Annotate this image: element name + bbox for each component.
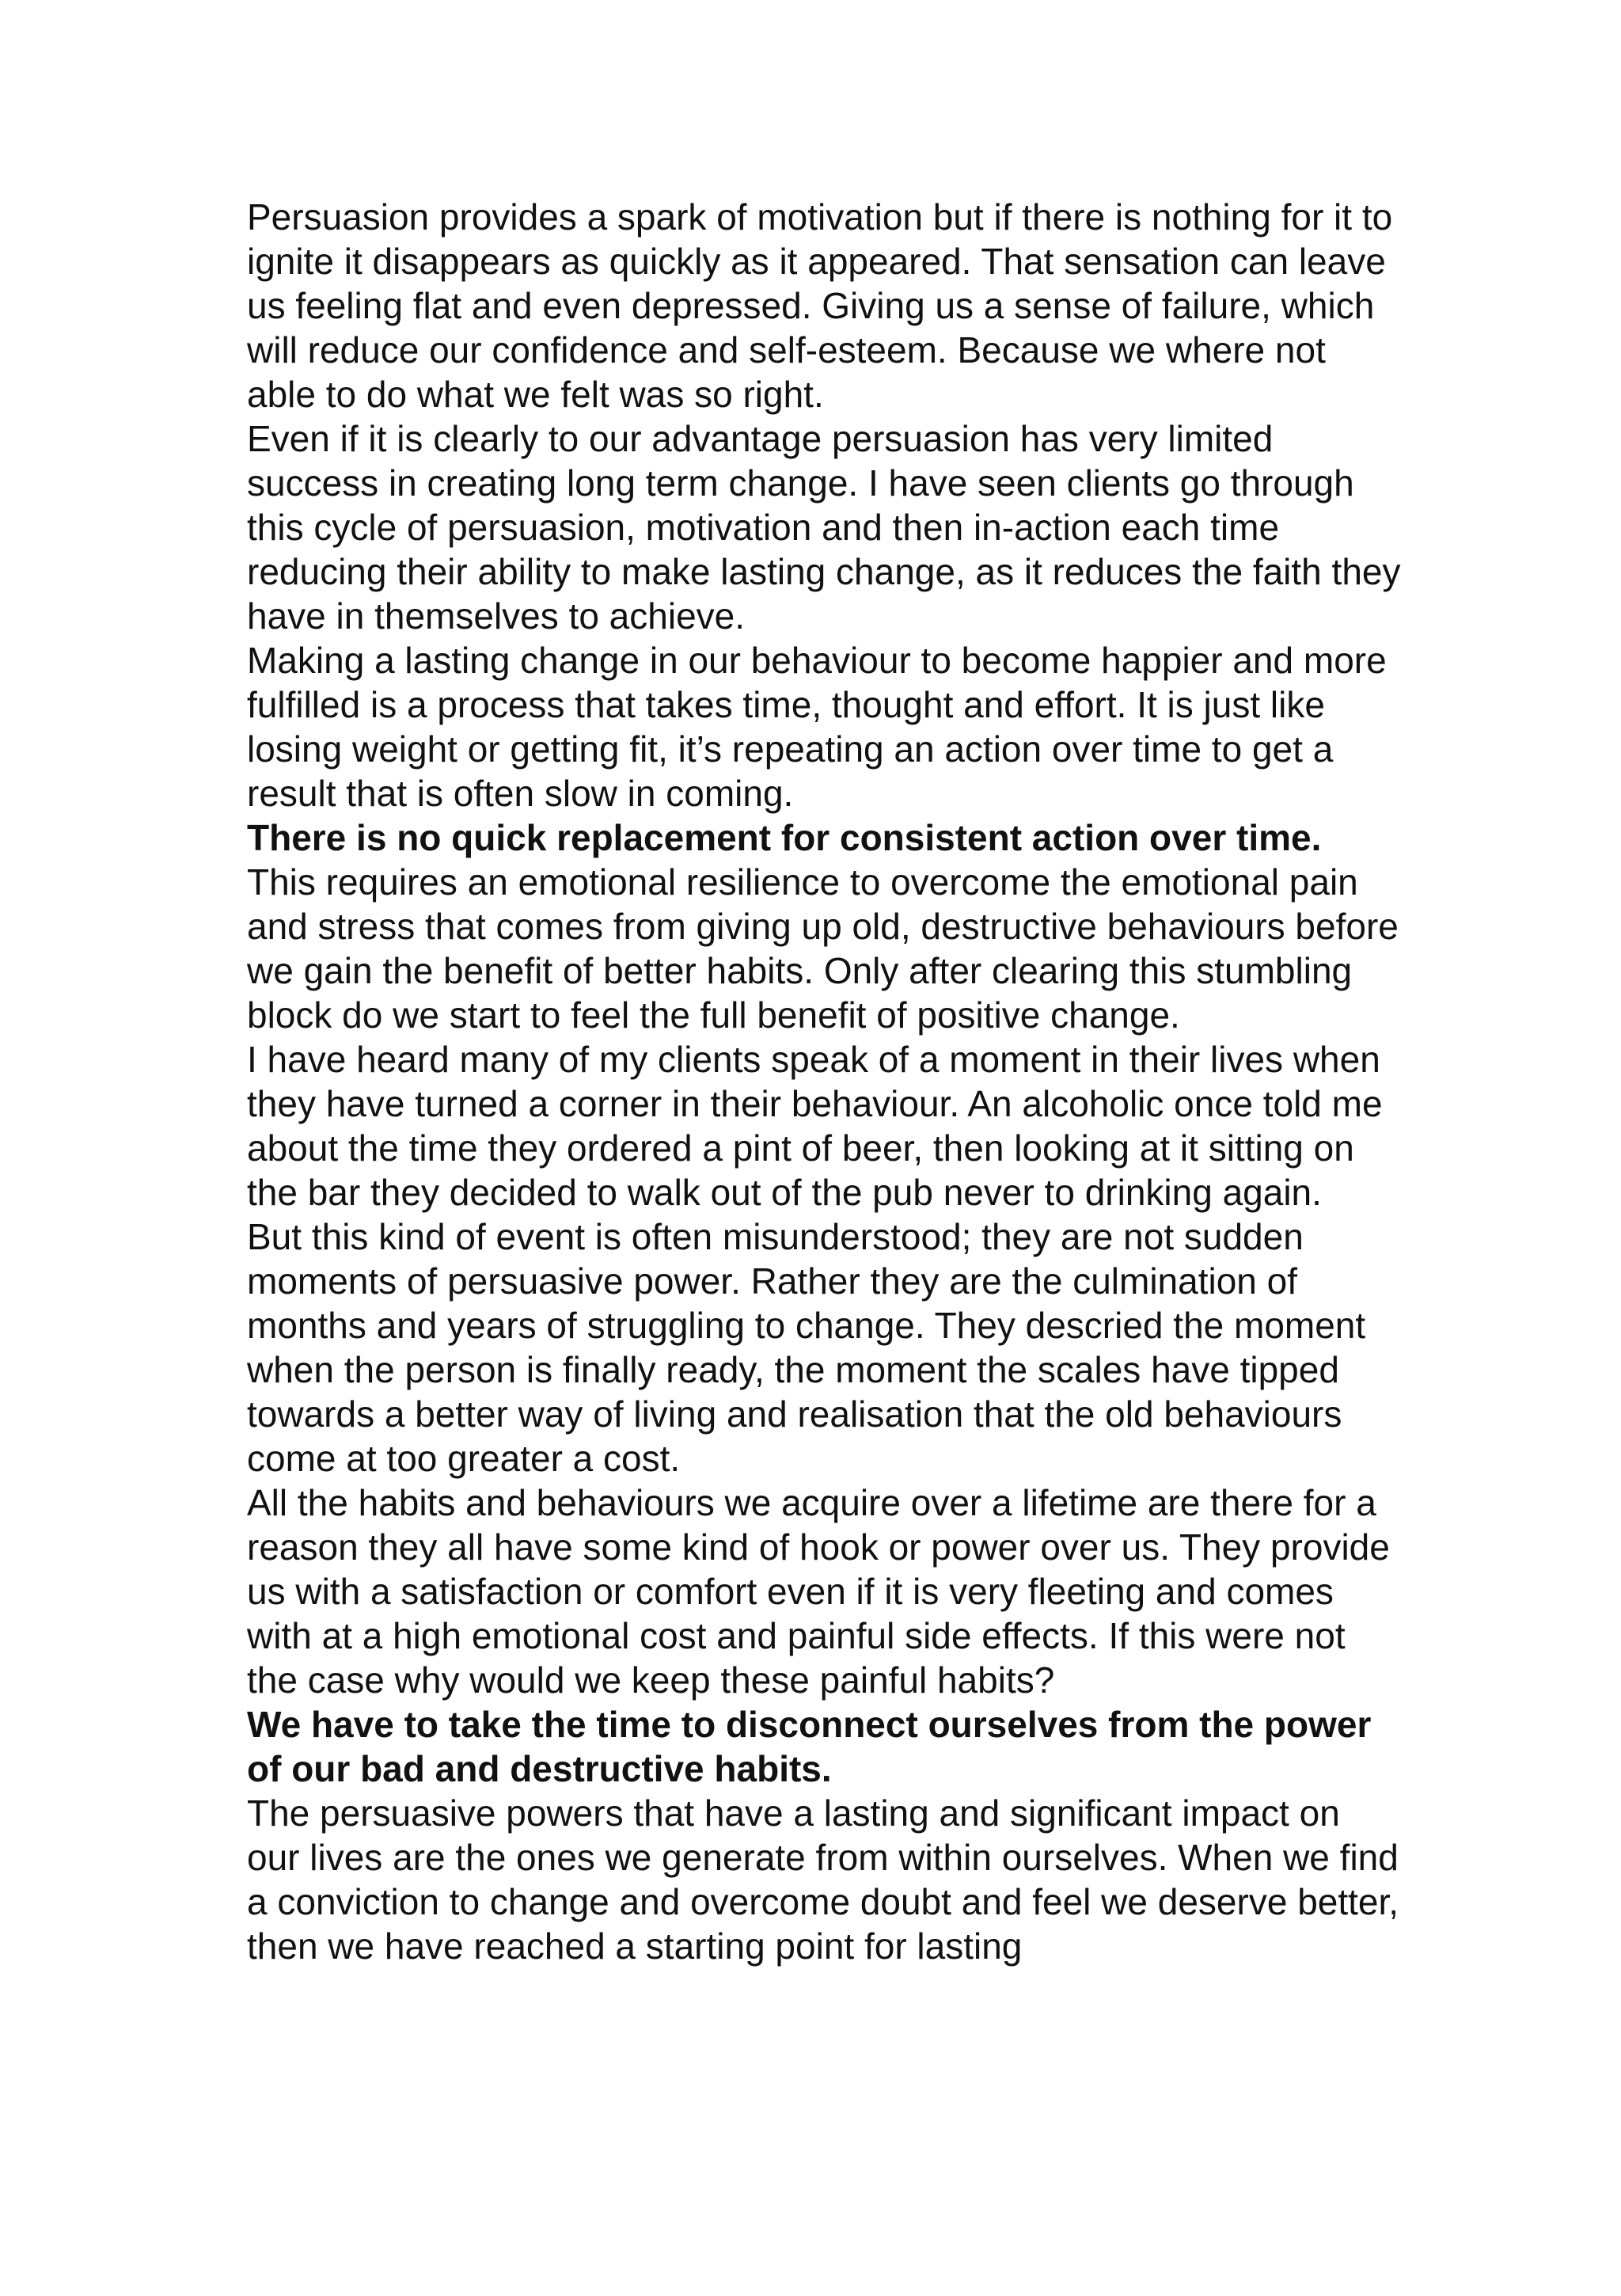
- paragraph-4: This requires an emotional resilience to overcome the emotional pain and stress that comes from giving up old, destructive behaviours before we gain the benefit of better habits. Only after clearing this stumbling block do we start to feel the full benefit of positive change.: [247, 861, 1399, 1036]
- paragraph-6: But this kind of event is often misunderstood; they are not sudden moments of persuasive power. Rather they are the culmination of months and years of struggling to change. They descried the moment when the person is finally ready, the moment the scales have tipped towards a better way of living and realisation that the old behaviours come at too greater a cost.: [247, 1216, 1366, 1479]
- body-text: [247, 195, 1403, 1968]
- bold-statement-2: We have to take the time to disconnect ourselves from the power of our bad and destructive habits.: [247, 1704, 1372, 1789]
- paragraph-3: Making a lasting change in our behaviour to become happier and more fulfilled is a process that takes time, thought and effort. It is just like losing weight or getting fit, it’s repeating an action over time to get a result that is often slow in coming.: [247, 640, 1387, 814]
- paragraph-2: Even if it is clearly to our advantage persuasion has very limited success in creating long term change. I have seen clients go through this cycle of persuasion, motivation and then in-action each time reducing their ability to make lasting change, as it reduces the faith they have in themselves to achieve.: [247, 418, 1401, 637]
- paragraph-1: Persuasion provides a spark of motivation but if there is nothing for it to ignite it disappears as quickly as it appeared. That sensation can leave us feeling flat and even depressed. Giving us a sense of failure, which will reduce our confidence and self-esteem. Because we where not able to do what we felt was so right.: [247, 196, 1393, 415]
- paragraph-8: The persuasive powers that have a lasting and significant impact on our lives are the ones we generate from within ourselves. When we find a conviction to change and overcome doubt and feel we deserve better, then we have reached a starting point for lasting: [247, 1792, 1399, 1967]
- bold-statement-1: There is no quick replacement for consistent action over time.: [247, 817, 1322, 858]
- paragraph-7: All the habits and behaviours we acquire over a lifetime are there for a reason they all have some kind of hook or power over us. They provide us with a satisfaction or comfort even if it is very fleeting and comes with at a high emotional cost and painful side effects. If this were not the case why would we keep these painful habits?: [247, 1482, 1390, 1701]
- paragraph-5: I have heard many of my clients speak of a moment in their lives when they have turned a corner in their behaviour. An alcoholic once told me about the time they ordered a pint of beer, then looking at it sitting on the bar they decided to walk out of the pub never to drinking again.: [247, 1039, 1383, 1213]
